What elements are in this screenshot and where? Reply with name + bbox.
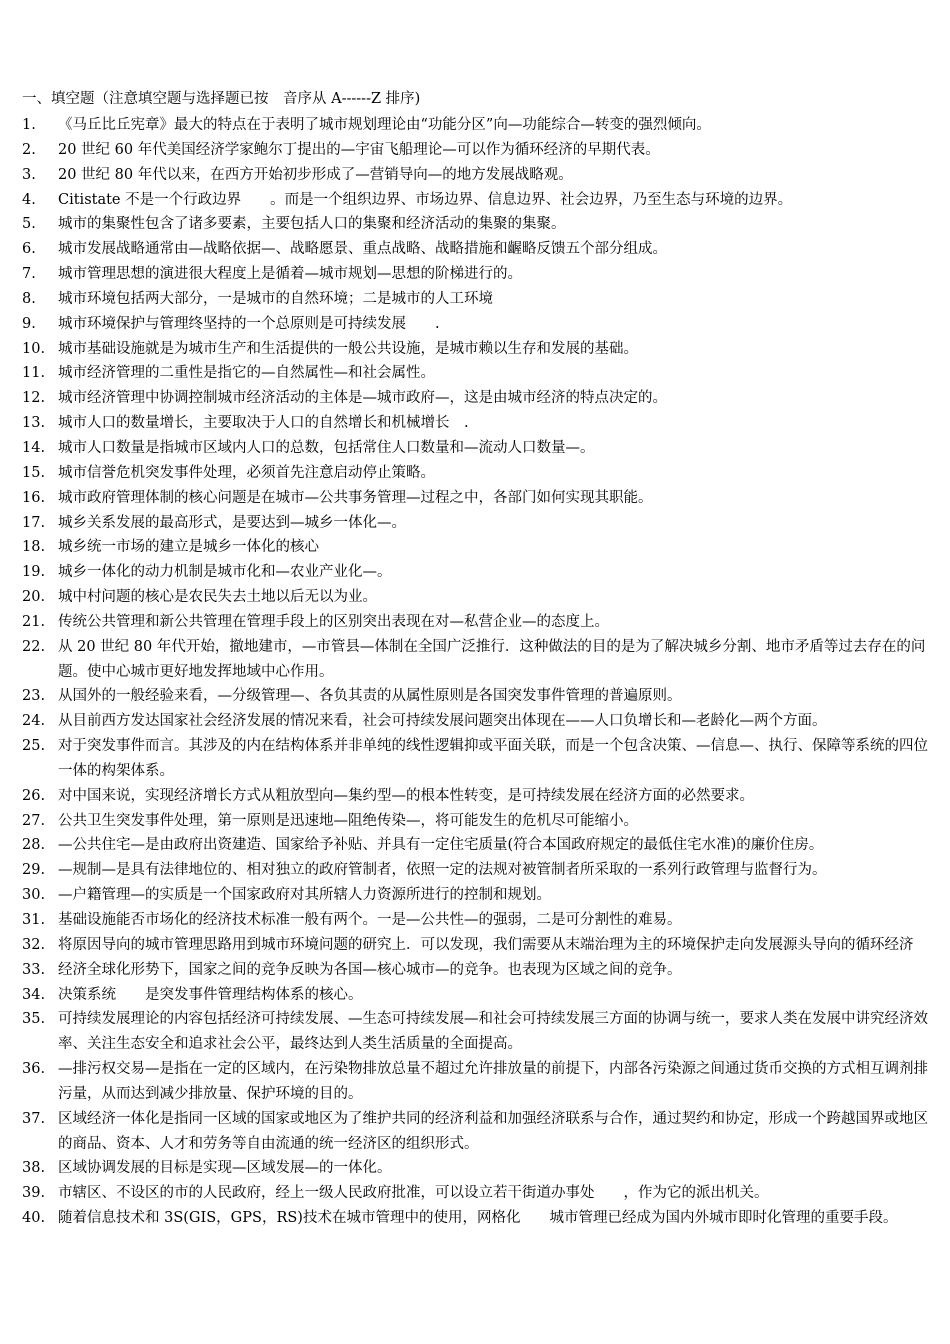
list-item bbox=[22, 809, 930, 834]
item-text: 城乡统一市场的建立是城乡一体化的核心 bbox=[58, 539, 319, 556]
list-item bbox=[22, 113, 930, 138]
item-number: 18. bbox=[22, 539, 46, 556]
item-number: 1. bbox=[22, 117, 36, 133]
item-text: 城市人口数量是指城市区域内人口的总数，包括常住人口数量和—流动人口数量—。 bbox=[58, 439, 595, 456]
item-text: 从 20 世纪 80 年代开始，撤地建市，—市管县—体制在全国广泛推行．这种做法的目的是为了解决城乡分割、地市矛盾等过去存在的问题。使中心城市更好地发挥地域中心作用。 bbox=[58, 638, 926, 680]
item-text: 对中国来说，实现经济增长方式从粗放型向—集约型—的根本性转变，是可持续发展在经济方面的必然要求。 bbox=[58, 787, 754, 804]
item-number: 21. bbox=[22, 613, 46, 630]
item-number: 38. bbox=[22, 1160, 46, 1177]
list-item bbox=[22, 486, 930, 511]
list-item bbox=[22, 635, 930, 685]
item-text: 市辖区、不设区的市的人民政府，经上一级人民政府批准，可以设立若干街道办事处 ，作为它的派出机关。 bbox=[58, 1185, 769, 1202]
list-item bbox=[22, 933, 930, 958]
list-item bbox=[22, 262, 930, 287]
list-item bbox=[22, 511, 930, 536]
item-number: 36. bbox=[22, 1061, 46, 1078]
item-number: 14. bbox=[22, 439, 46, 456]
item-number: 17. bbox=[22, 514, 46, 531]
item-number: 28. bbox=[22, 837, 46, 854]
item-number: 34. bbox=[22, 986, 46, 1003]
list-item bbox=[22, 709, 930, 734]
item-text: 城市经济管理中协调控制城市经济活动的主体是—城市政府—，这是由城市经济的特点决定的。 bbox=[58, 390, 667, 407]
item-text: —排污权交易—是指在一定的区域内，在污染物排放总量不超过允许排放量的前提下，内部各污染源之间通过货币交换的方式相互调剂排污量，从而达到减少排放量、保护环境的目的。 bbox=[58, 1061, 928, 1102]
item-number: 33. bbox=[22, 961, 46, 978]
item-text: 区域经济一体化是指同一区域的国家或地区为了维护共同的经济利益和加强经济联系与合作，通过契约和协定，形成一个跨越国界或地区的商品、资本、人才和劳务等自由流通的统一经济区的组织形式。 bbox=[58, 1110, 928, 1152]
item-number: 32. bbox=[22, 936, 46, 953]
item-text: 城市管理思想的演进很大程度上是循着—城市规划—思想的阶梯进行的。 bbox=[58, 266, 522, 283]
list-item bbox=[22, 535, 930, 560]
item-number: 19. bbox=[22, 564, 46, 581]
item-number: 3. bbox=[22, 166, 36, 183]
item-number: 5. bbox=[22, 216, 36, 233]
list-item bbox=[22, 386, 930, 411]
item-text: 基础设施能否市场化的经济技术标准一般有两个。一是—公共性—的强弱，二是可分割性的难易。 bbox=[58, 912, 682, 928]
item-text: 传统公共管理和新公共管理在管理手段上的区别突出表现在对—私营企业—的态度上。 bbox=[58, 613, 609, 630]
item-number: 20. bbox=[22, 589, 46, 606]
list-item bbox=[22, 411, 930, 436]
list-item bbox=[22, 188, 930, 213]
item-number: 30. bbox=[22, 887, 46, 904]
list-item bbox=[22, 684, 930, 709]
item-text: 城市人口的数量增长，主要取决于人口的自然增长和机械增长 . bbox=[58, 415, 469, 432]
item-number: 23. bbox=[22, 688, 46, 705]
item-number: 9. bbox=[22, 315, 36, 332]
list-item bbox=[22, 361, 930, 386]
item-text: 城市环境包括两大部分，一是城市的自然环境；二是城市的人工环境 bbox=[58, 290, 493, 307]
item-number: 40. bbox=[22, 1210, 46, 1227]
list-item bbox=[22, 436, 930, 461]
list-item bbox=[22, 908, 930, 933]
item-text: 从国外的一般经验来看，—分级管理—、各负其责的从属性原则是各国突发事件管理的普遍原则。 bbox=[58, 688, 682, 705]
item-number: 4. bbox=[22, 191, 36, 208]
list-item bbox=[22, 1057, 930, 1107]
item-text: 对于突发事件而言。其涉及的内在结构体系并非单纯的线性逻辑抑或平面关联，而是一个包含决策、—信息—、执行、保障等系统的四位一体的构架体系。 bbox=[58, 738, 928, 779]
item-number: 24. bbox=[22, 713, 46, 730]
item-text: 城市基础设施就是为城市生产和生活提供的一般公共设施，是城市赖以生存和发展的基础。 bbox=[58, 340, 638, 357]
item-number: 25. bbox=[22, 738, 46, 755]
item-number: 15. bbox=[22, 464, 46, 481]
list-item bbox=[22, 312, 930, 337]
item-number: 31. bbox=[22, 912, 46, 928]
item-text: 城市环境保护与管理终坚持的一个总原则是可持续发展 . bbox=[58, 315, 440, 332]
list-item bbox=[22, 212, 930, 237]
list-item bbox=[22, 585, 930, 610]
item-text: 随着信息技术和 3S(GIS，GPS，RS)技术在城市管理中的使用，网格化 城市管理已经成为国内外城市即时化管理的重要手段。 bbox=[58, 1210, 898, 1227]
fill-in-blank-list bbox=[22, 113, 930, 1231]
list-item bbox=[22, 1181, 930, 1206]
section-heading: 一、填空题（注意填空题与选择题已按 音序从 A------Z 排序) bbox=[22, 91, 421, 107]
item-number: 22. bbox=[22, 638, 46, 655]
item-text: 公共卫生突发事件处理，第一原则是迅速地—阻绝传染—，将可能发生的危机尽可能缩小。 bbox=[58, 812, 638, 829]
item-text: Citistate 不是一个行政边界 。而是一个组织边界、市场边界、信息边界、社会边界，乃至生态与环境的边界。 bbox=[58, 191, 793, 208]
item-text: 区域协调发展的目标是实现—区域发展—的一体化。 bbox=[58, 1160, 392, 1177]
item-text: 城市经济管理的二重性是指它的—自然属性—和社会属性。 bbox=[58, 365, 435, 382]
item-text: 20 世纪 60 年代美国经济学家鲍尔丁提出的—宇宙飞船理论—可以作为循环经济的早期代表。 bbox=[58, 141, 660, 158]
item-number: 7. bbox=[22, 266, 36, 283]
list-item bbox=[22, 833, 930, 858]
item-text: 将原因导向的城市管理思路用到城市环境问题的研究上．可以发现，我们需要从末端治理为主的环境保护走向发展源头导向的循环经济 bbox=[58, 936, 914, 953]
item-number: 12. bbox=[22, 390, 46, 407]
item-number: 27. bbox=[22, 812, 46, 829]
item-text: —规制—是具有法律地位的、相对独立的政府管制者，依照一定的法规对被管制者所采取的一系列行政管理与监督行为。 bbox=[58, 862, 827, 879]
item-number: 37. bbox=[22, 1110, 46, 1127]
list-item bbox=[22, 983, 930, 1008]
item-text: 城市发展战略通常由—战略依据—、战略愿景、重点战略、战略措施和齷略反馈五个部分组成。 bbox=[58, 241, 667, 258]
item-text: 可持续发展理论的内容包括经济可持续发展、—生态可持续发展—和社会可持续发展三方面的协调与统一，要求人类在发展中讲究经济效率、关注生态安全和追求社会公平，最终达到人类生活质量的全面提高。 bbox=[58, 1011, 928, 1053]
item-number: 11. bbox=[22, 365, 46, 382]
item-number: 35. bbox=[22, 1011, 46, 1028]
item-text: 城市的集聚性包含了诸多要素，主要包括人口的集聚和经济活动的集聚的集聚。 bbox=[58, 216, 566, 233]
list-item bbox=[22, 784, 930, 809]
item-number: 29. bbox=[22, 862, 46, 879]
item-number: 2. bbox=[22, 141, 36, 158]
list-item bbox=[22, 883, 930, 908]
list-item bbox=[22, 138, 930, 163]
item-text: 决策系统 是突发事件管理结构体系的核心。 bbox=[58, 986, 363, 1003]
list-item bbox=[22, 1206, 930, 1231]
item-text: 从目前西方发达国家社会经济发展的情况来看，社会可持续发展问题突出体现在——人口负增长和—老龄化—两个方面。 bbox=[58, 713, 827, 730]
item-number: 10. bbox=[22, 340, 46, 357]
list-item bbox=[22, 560, 930, 585]
item-text: 城乡关系发展的最高形式，是要达到—城乡一体化—。 bbox=[58, 514, 406, 531]
item-number: 13. bbox=[22, 415, 46, 432]
item-number: 8. bbox=[22, 290, 36, 307]
item-text: 城乡一体化的动力机制是城市化和—农业产业化—。 bbox=[58, 564, 392, 581]
list-item bbox=[22, 1156, 930, 1181]
list-item bbox=[22, 1107, 930, 1157]
item-number: 39. bbox=[22, 1185, 46, 1202]
item-number: 6. bbox=[22, 241, 36, 258]
item-text: 经济全球化形势下，国家之间的竞争反映为各国—核心城市—的竞争。也表现为区域之间的竞争。 bbox=[58, 961, 682, 978]
list-item bbox=[22, 337, 930, 362]
list-item bbox=[22, 163, 930, 188]
list-item bbox=[22, 1007, 930, 1057]
list-item bbox=[22, 237, 930, 262]
item-number: 26. bbox=[22, 787, 46, 804]
item-text: —公共住宅—是由政府出资建造、国家给予补贴、并具有一定住宅质量(符合本国政府规定的最低住宅水准)的廉价住房。 bbox=[58, 837, 824, 854]
item-text: 20 世纪 80 年代以来，在西方开始初步形成了—营销导向—的地方发展战略观。 bbox=[58, 166, 573, 183]
item-text: 城市政府管理体制的核心问题是在城市—公共事务管理—过程之中，各部门如何实现其职能。 bbox=[58, 489, 653, 506]
item-text: —户籍管理—的实质是一个国家政府对其所辖人力资源所进行的控制和规划。 bbox=[58, 887, 551, 904]
list-item bbox=[22, 858, 930, 883]
item-text: 城市信誉危机突发事件处理，必须首先注意启动停止策略。 bbox=[58, 464, 435, 481]
list-item bbox=[22, 287, 930, 312]
item-text: 城中村问题的核心是农民失去土地以后无以为业。 bbox=[58, 589, 377, 606]
item-number: 16. bbox=[22, 489, 46, 506]
list-item bbox=[22, 461, 930, 486]
list-item bbox=[22, 958, 930, 983]
list-item bbox=[22, 610, 930, 635]
item-text: 《马丘比丘宪章》最大的特点在于表明了城市规划理论由“功能分区”向—功能综合—转变的强烈倾向。 bbox=[58, 117, 711, 133]
list-item bbox=[22, 734, 930, 784]
